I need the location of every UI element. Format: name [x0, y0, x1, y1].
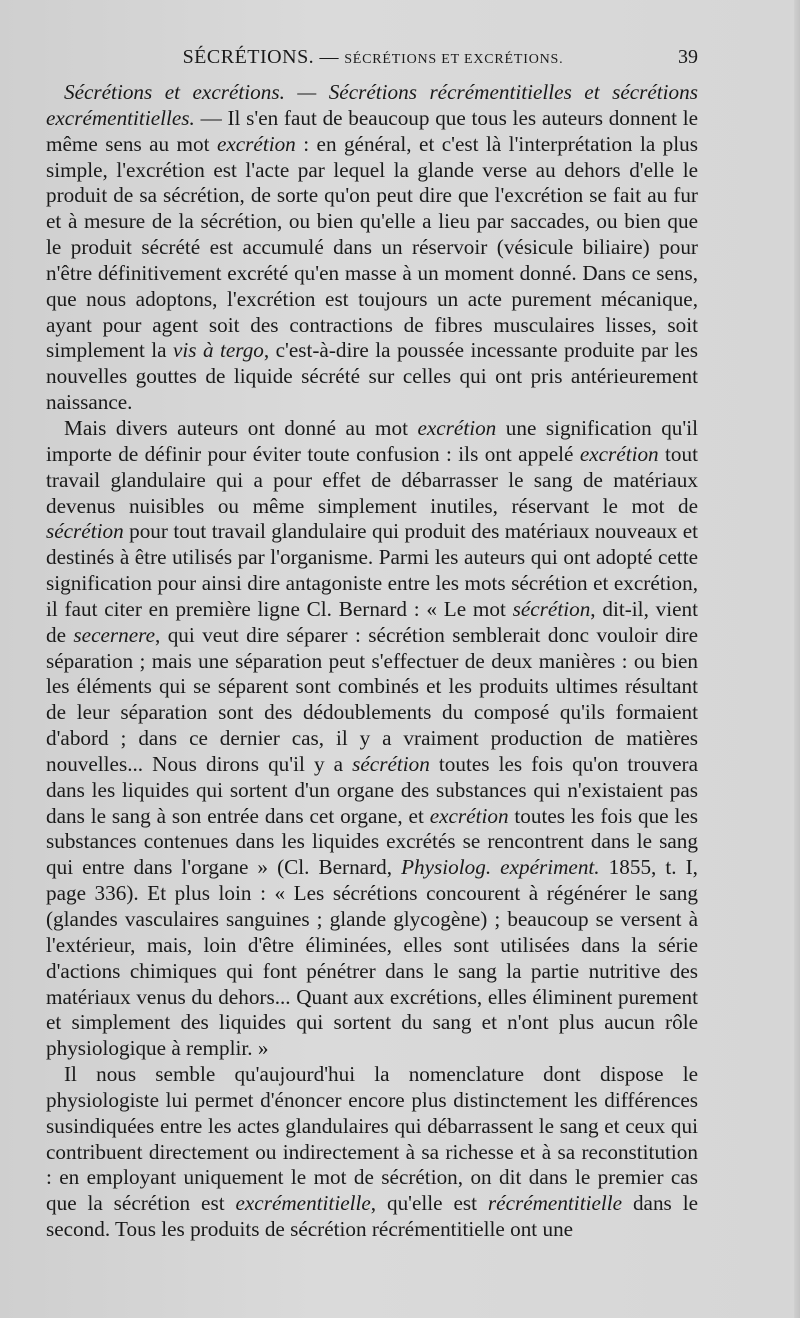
- paragraph-1: [46, 80, 698, 416]
- page-header: [48, 42, 698, 72]
- text-run: toutes les fois qu'on trouvera dans les liquides qui sortent d'un organe des substances qui n'existaient pas dans le sang à son entrée dans cet organe, et: [46, 751, 698, 828]
- page-edge-shadow: [794, 0, 800, 1318]
- text-run: tout travail glandulaire qui a pour effet de débarrasser le sang de matériaux devenus nuisibles ou même simplement inutiles, réservant le mot de: [46, 441, 698, 518]
- italic-text: Sécrétions et excrétions. — Sécrétions récrémentitielles et sécrétions excrémentitielles.: [46, 80, 698, 130]
- running-head: [48, 46, 698, 69]
- text-run: , qui veut dire séparer : sécrétion semblerait donc vouloir dire séparation ; mais une séparation peut s'effectuer de deux manières : ou bien les éléments qui se séparent sont combinés et les produits ultimes résultant de leur séparation sont des dédoublements du composé qu'ils formaient d'abord ; dans ce dernier cas, il y a vraiment production de matières nouvelles... Nous dirons qu'il y a: [46, 622, 699, 776]
- text-run: — Il s'en faut de beaucoup que tous les auteurs donnent le même sens au mot: [46, 105, 698, 156]
- italic-text: vis à tergo: [173, 338, 264, 363]
- text-run: dans le second. Tous les produits de sécrétion récrémentitielle ont une: [46, 1191, 698, 1242]
- page-number: 39: [678, 46, 698, 68]
- running-head-subtitle: SÉCRÉTIONS ET EXCRÉTIONS.: [344, 52, 564, 67]
- italic-text: sécrétion: [512, 596, 591, 621]
- italic-text: excrétion: [417, 415, 497, 440]
- text-run: pour tout travail glandulaire qui produit des matériaux nouveaux et destinés à être utilisés par l'organisme. Parmi les auteurs qui ont adopté cette signification pour ainsi dire antagoniste entre les mots sécrétion et excrétion, il faut citer en première ligne Cl. Bernard : « Le mot: [46, 519, 698, 621]
- paragraph-3: [46, 1062, 698, 1243]
- italic-text: sécrétion: [46, 519, 124, 544]
- text-run: toutes les fois que les substances contenues dans les liquides excrétés se rencontrent dans le sang qui entre dans l'organe » (Cl. Bernard,: [46, 803, 698, 880]
- running-head-separator: —: [314, 47, 345, 68]
- text-run: une signification qu'il importe de définir pour éviter toute confusion : ils ont appelé: [46, 415, 698, 466]
- italic-text: Physiolog. expériment.: [401, 855, 600, 880]
- text-run: : en général, et c'est là l'interprétation la plus simple, l'excrétion est l'acte par lequel la glande verse au dehors d'elle le produit de sa sécrétion, de sorte qu'on peut dire que l'excrétion se fait au fur et à mesure de la sécrétion, ou bien qu'elle a lieu par saccades, ou bien que le produit sécrété est accumulé dans un réservoir (vésicule biliaire) pour n'être définitivement excrété qu'en masse à un moment donné. Dans ce sens, que nous adoptons, l'excrétion est toujours un acte purement mécanique, ayant pour agent soit des contractions de fibres musculaires lisses, soit simplement la: [46, 131, 698, 363]
- italic-text: secernere: [73, 622, 155, 647]
- text-run: , dit-il, vient de: [46, 596, 698, 647]
- text-run: Il nous semble qu'aujourd'hui la nomenclature dont dispose le physiologiste lui permet d'énoncer encore plus distinctement les différences susindiquées entre les actes glandulaires qui débarrassent le sang et ceux qui contribuent directement ou indirectement à sa richesse et à sa reconstitution : en employant uniquement le mot de sécrétion, on dit dans le premier cas que la sécrétion est: [46, 1062, 698, 1216]
- italic-text: excrétion: [429, 803, 509, 828]
- text-run: 1855, t. I, page 336). Et plus loin : « Les sécrétions concourent à régénérer le sang (glandes vasculaires sanguines ; glande glycogène) ; beaucoup se versent à l'extérieur, mais, loin d'être éliminées, elles sont utilisées dans la série d'actions chimiques qui font pénétrer dans le sang la partie nutritive des matériaux venus du dehors... Quant aux excrétions, elles éliminent purement et simplement des liquides qui sortent du sang et n'ont plus aucun rôle physiologique à remplir. »: [46, 855, 698, 1061]
- text-run: , qu'elle est: [370, 1191, 488, 1216]
- running-head-main: SÉCRÉTIONS.: [182, 46, 315, 68]
- italic-text: excrétion: [579, 441, 659, 466]
- body-text: [46, 80, 698, 1243]
- italic-text: excrémentitielle: [235, 1191, 371, 1216]
- text-run: Mais divers auteurs ont donné au mot: [64, 415, 418, 440]
- text-run: , c'est-à-dire la poussée incessante produite par les nouvelles gouttes de liquide sécrété sur celles qui ont pris antérieurement naissance.: [46, 338, 698, 415]
- paragraph-2: [46, 416, 698, 1062]
- italic-text: sécrétion: [352, 751, 430, 776]
- italic-text: excrétion: [216, 131, 296, 156]
- italic-text: récrémentitielle: [487, 1191, 623, 1216]
